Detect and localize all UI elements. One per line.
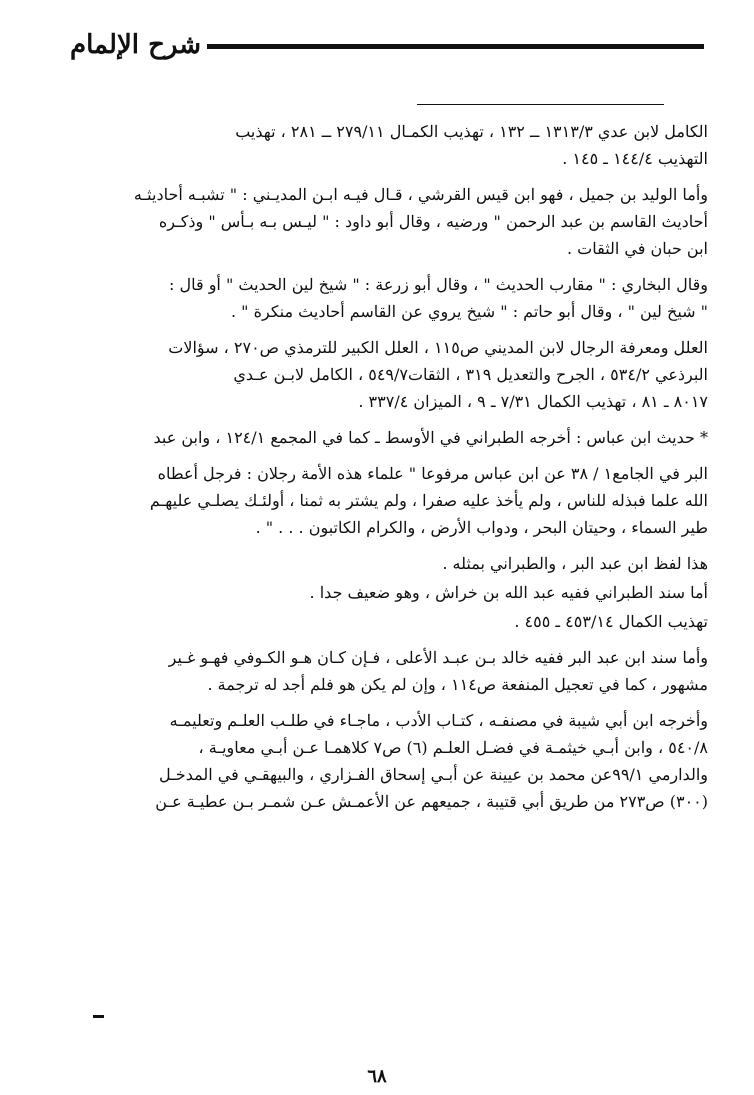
paragraph-3 [78, 271, 708, 325]
paragraph-7 [78, 550, 708, 577]
text-line: طير السماء ، وحيتان البحر ، ودواب الأرض ، والكرام الكاتبون . . . " . [255, 518, 708, 537]
text-line: البر في الجامع١ / ٣٨ عن ابن عباس مرفوعا " علماء هذه الأمة رجلان : فرجل أعطاه [157, 464, 708, 483]
paragraph-8 [78, 579, 708, 606]
paragraph-9 [78, 608, 708, 635]
paragraph-10 [78, 644, 708, 698]
text-line: هذا لفظ ابن عبد البر ، والطبراني بمثله . [442, 554, 708, 573]
header-rule [207, 44, 704, 49]
footnote-separator [417, 104, 664, 105]
paragraph-2 [78, 181, 708, 262]
paragraph-11 [78, 707, 708, 815]
text-line: (٣٠٠) ص٢٧٣ من طريق أبي قتيبة ، جميعهم عن الأعمـش عـن شمـر بـن عطيـة عـن [155, 792, 708, 811]
text-line: العلل ومعرفة الرجال لابن المديني ص١١٥ ، العلل الكبير للترمذي ص٢٧٠ ، سؤالات [168, 338, 708, 357]
text-line: الله علما فبذله للناس ، ولم يأخذ عليه صفرا ، ولم يشتر به ثمنا ، أولئـك يصلـي عليهـم [149, 491, 708, 510]
text-line: وقال البخاري : " مقارب الحديث " ، وقال أبو زرعة : " شيخ لين الحديث " أو قال : [168, 275, 708, 294]
text-line: تهذيب الكمال ٤٥٣/١٤ ـ ٤٥٥ . [514, 612, 708, 631]
text-line: " شيخ لين " ، وقال أبو حاتم : " شيخ يروي عن القاسم أحاديث منكرة " . [231, 302, 708, 321]
page-header-title: شرح الإلمام [70, 30, 201, 60]
text-line: البرذعي ٥٣٤/٢ ، الجرح والتعديل ٣١٩ ، الثقات٥٤٩/٧ ، الكامل لابـن عـدي [233, 365, 708, 384]
page-number: ٦٨ [367, 1066, 387, 1087]
text-line: أما سند الطبراني ففيه عبد الله بن خراش ، وهو ضعيف جدا . [309, 583, 708, 602]
paragraph-5 [78, 424, 708, 451]
text-line: ابن حبان في الثقات . [566, 239, 708, 258]
paragraph-4 [78, 334, 708, 415]
text-line: وأخرجه ابن أبي شيبة في مصنفـه ، كتـاب الأدب ، ماجـاء في طلـب العلـم وتعليمـه [169, 711, 708, 730]
paragraph-1 [78, 118, 708, 172]
text-line: ٨٠١٧ ـ ٨١ ، تهذيب الكمال ٧/٣١ ـ ٩ ، الميزان ٣٣٧/٤ . [358, 392, 708, 411]
text-line: * حديث ابن عباس : أخرجه الطبراني في الأوسط ـ كما في المجمع ١٢٤/١ ، وابن عبد [153, 428, 708, 447]
text-line: الكامل لابن عدي ١٣١٣/٣ ــ ١٣٢ ، تهذيب الكمـال ٢٧٩/١١ ــ ٢٨١ ، تهذيب [235, 122, 708, 141]
text-line: والدارمي ٩٩/١عن محمد بن عيينة عن أبـي إسحاق الفـزاري ، والبيهقـي في المدخـل [159, 765, 708, 784]
text-line: التهذيب ١٤٤/٤ ـ ١٤٥ . [562, 149, 708, 168]
text-line: وأما الوليد بن جميل ، فهو ابن قيس القرشي ، قـال فيـه ابـن المديـني : " تشبـه أحاديثـه [133, 185, 708, 204]
continuation-mark [93, 1015, 104, 1018]
text-line: وأما سند ابن عبد البر ففيه خالد بـن عبـد الأعلى ، فـإن كـان هـو الكـوفي فهـو غـير [168, 648, 708, 667]
footnote-body [78, 118, 708, 824]
text-line: أحاديث القاسم بن عبد الرحمن " ورضيه ، وقال أبو داود : " ليـس بـه بـأس " وذكـره [158, 212, 708, 231]
text-line: ٥٤٠/٨ ، وابن أبـي خيثمـة في فضـل العلـم (٦) ص٧ كلاهمـا عـن أبـي معاويـة ، [198, 738, 708, 757]
paragraph-6 [78, 460, 708, 541]
text-line: مشهور ، كما في تعجيل المنفعة ص١١٤ ، وإن لم يكن هو فلم أجد له ترجمة . [207, 675, 708, 694]
